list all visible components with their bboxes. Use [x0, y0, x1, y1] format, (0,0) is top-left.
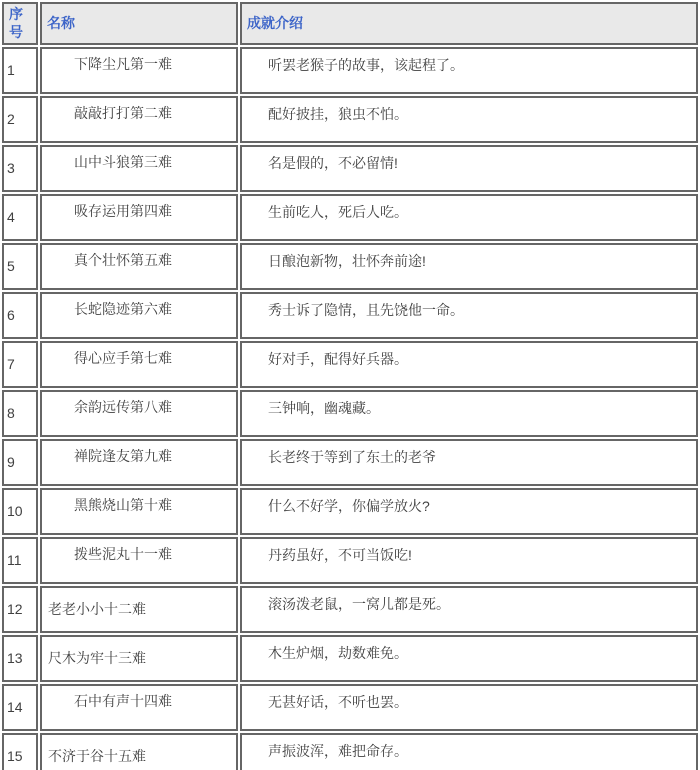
achievement-name-cell: 得心应手第七难	[40, 341, 238, 388]
achievement-name-cell: 拨些泥丸十一难	[40, 537, 238, 584]
achievement-desc-cell: 木生炉烟，劫数难免。	[240, 635, 698, 682]
row-number-cell: 3	[2, 145, 38, 192]
table-row	[2, 145, 698, 192]
achievement-desc-cell: 名是假的，不必留情!	[240, 145, 698, 192]
column-header-description: 成就介绍	[240, 2, 698, 45]
achievement-name-cell: 老老小小十二难	[40, 586, 238, 633]
row-number-cell: 12	[2, 586, 38, 633]
achievement-desc-cell: 好对手，配得好兵器。	[240, 341, 698, 388]
column-header-name: 名称	[40, 2, 238, 45]
achievement-name-cell: 山中斗狼第三难	[40, 145, 238, 192]
achievement-name-cell: 石中有声十四难	[40, 684, 238, 731]
row-number-cell: 5	[2, 243, 38, 290]
table-row	[2, 733, 698, 770]
table-row	[2, 96, 698, 143]
row-number-cell: 4	[2, 194, 38, 241]
achievement-name-cell: 不济于谷十五难	[40, 733, 238, 770]
table-row	[2, 194, 698, 241]
achievement-name-cell: 真个壮怀第五难	[40, 243, 238, 290]
achievement-name-cell: 下降尘凡第一难	[40, 47, 238, 94]
row-number-cell: 10	[2, 488, 38, 535]
table-body	[2, 47, 698, 770]
row-number-cell: 7	[2, 341, 38, 388]
table-row	[2, 684, 698, 731]
achievement-name-cell: 黑熊烧山第十难	[40, 488, 238, 535]
achievement-desc-cell: 三钟响，幽魂藏。	[240, 390, 698, 437]
achievement-name-cell: 长蛇隐迹第六难	[40, 292, 238, 339]
achievement-desc-cell: 日酿泡新物，壮怀奔前途!	[240, 243, 698, 290]
achievement-name-cell: 吸存运用第四难	[40, 194, 238, 241]
table-row	[2, 292, 698, 339]
row-number-cell: 14	[2, 684, 38, 731]
header-row	[2, 2, 698, 45]
row-number-cell: 8	[2, 390, 38, 437]
column-header-number: 序号	[2, 2, 38, 45]
table-row	[2, 635, 698, 682]
table-row	[2, 488, 698, 535]
row-number-cell: 11	[2, 537, 38, 584]
achievement-desc-cell: 生前吃人，死后人吃。	[240, 194, 698, 241]
row-number-cell: 15	[2, 733, 38, 770]
achievement-desc-cell: 声振波浑，难把命存。	[240, 733, 698, 770]
achievement-name-cell: 余韵远传第八难	[40, 390, 238, 437]
row-number-cell: 9	[2, 439, 38, 486]
achievement-desc-cell: 配好披挂，狼虫不怕。	[240, 96, 698, 143]
table-row	[2, 47, 698, 94]
achievement-desc-cell: 滚汤泼老鼠，一窝儿都是死。	[240, 586, 698, 633]
achievement-name-cell: 禅院逢友第九难	[40, 439, 238, 486]
row-number-cell: 13	[2, 635, 38, 682]
achievement-desc-cell: 无甚好话，不听也罢。	[240, 684, 698, 731]
table-row	[2, 537, 698, 584]
table-row	[2, 341, 698, 388]
table-row	[2, 390, 698, 437]
achievement-desc-cell: 秀士诉了隐情，且先饶他一命。	[240, 292, 698, 339]
achievement-desc-cell: 丹药虽好，不可当饭吃!	[240, 537, 698, 584]
table-row	[2, 439, 698, 486]
row-number-cell: 6	[2, 292, 38, 339]
row-number-cell: 1	[2, 47, 38, 94]
achievement-name-cell: 尺木为牢十三难	[40, 635, 238, 682]
achievement-desc-cell: 长老终于等到了东土的老爷	[240, 439, 698, 486]
table-row	[2, 586, 698, 633]
row-number-cell: 2	[2, 96, 38, 143]
table-row	[2, 243, 698, 290]
achievement-desc-cell: 听罢老猴子的故事，该起程了。	[240, 47, 698, 94]
achievement-desc-cell: 什么不好学，你偏学放火?	[240, 488, 698, 535]
achievement-name-cell: 敲敲打打第二难	[40, 96, 238, 143]
